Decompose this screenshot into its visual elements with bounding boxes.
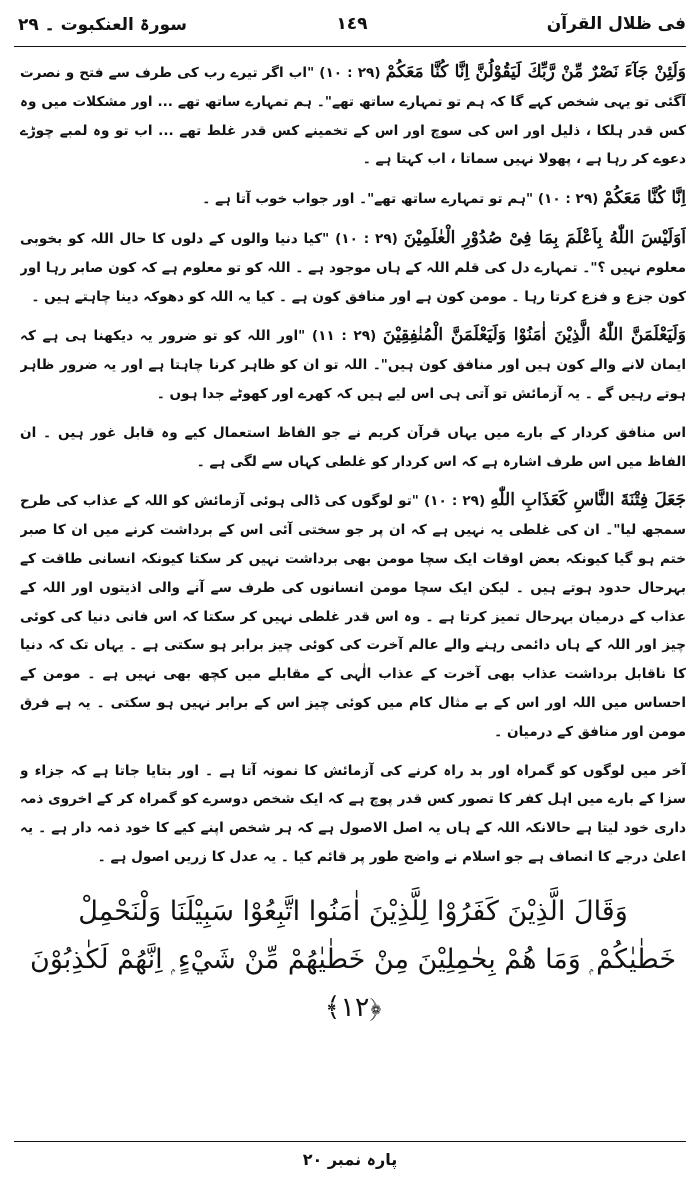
commentary-text: "اور اللہ کو تو ضرور یہ دیکھنا ہی ہے کہ ایمان لانے والے کون ہیں اور منافق کون ہیں"۔ اللہ تو ان کو ظاہر کرنا چاہتا ہے اور یہ ضرور ظاہر ہوتے رہیں گے ۔ یہ آزمائش تو آتی ہی اس لیے ہیں کہ کھرے اور کھوٹے جدا ہوں ۔	[20, 328, 686, 402]
surah-title: سورۃ العنکبوت ۔ ٢٩	[18, 15, 187, 35]
footer-divider	[14, 1141, 686, 1142]
paragraph-6	[20, 486, 686, 746]
closing-verse-line-2: خَطٰيٰكُمْ ۭ وَمَا هُمْ بِحٰمِلِيْنَ مِنْ خَطٰيٰهُمْ مِّنْ شَيْءٍ ۭ اِنَّهُمْ لَكٰذِبُوْنَ ﴿١٢﴾	[29, 943, 677, 1023]
quran-verse: اَوَلَيْسَ اللّٰهُ بِاَعْلَمَ بِمَا فِىْ صُدُوْرِ الْعٰلَمِيْنَ	[403, 227, 686, 248]
book-title: فی ظلال القرآن	[546, 14, 686, 34]
quran-verse: وَلَئِنْ جَآءَ نَصْرٌ مِّنْ رَّبِّكَ لَيَقُوْلُنَّ اِنَّا كُنَّا مَعَكُمْ	[385, 62, 686, 82]
page-number: ١٤٩	[336, 14, 368, 34]
verse-reference: (٢٩ : ١٠)	[423, 493, 486, 510]
commentary-text: "اب اگر تیرے رب کی طرف سے فتح و نصرت آگئی تو یہی شخص کہے گا کہ ہم تو تمہارے ساتھ تھے"۔ ہم تمہارے ساتھ تھے ... اور مشکلات میں وہ کس قدر ہلکا ، ذلیل اور اس کی سوچ اور اس کے تخمینے کس قدر غلط تھے ... اب تو وہ لمبے چوڑے دعوے کر رہا ہے ، پھولا نہیں سماتا ، اب کہتا ہے ۔	[20, 65, 686, 168]
closing-verse	[20, 888, 686, 1032]
quran-verse: وَلَيَعْلَمَنَّ اللّٰهُ الَّذِيْنَ اٰمَنُوْا وَلَيَعْلَمَنَّ الْمُنٰفِقِيْنَ	[382, 325, 686, 346]
verse-reference: (٢٩ : ١٠)	[537, 191, 599, 208]
paragraph-1	[20, 58, 686, 174]
page-header	[18, 14, 686, 42]
quran-verse: اِنَّا كُنَّا مَعَكُمْ	[603, 188, 686, 209]
page-body	[20, 58, 686, 1136]
quran-verse: جَعَلَ فِتْنَةَ النَّاسِ كَعَذَابِ اللّٰهِ	[490, 490, 686, 511]
commentary-text: "تو لوگوں کی ڈالی ہوئی آزمائش کو اللہ کے عذاب کی طرح سمجھ لیا"۔ ان کی غلطی یہ نہیں ہے کہ ان پر جو سختی آئی اس کے برداشت کرنے میں ان کا صبر ختم ہو گیا کیونکہ بعض اوقات ایک سچا مومن بھی برداشت نہیں کر سکتا کیونکہ انسانی طاقت کے بہرحال حدود ہوتے ہیں ۔ لیکن ایک سچا مومن انسانوں کی طرف سے آنے والی اذیتوں اور اللہ کے عذاب کے درمیان بہرحال تمیز کرتا ہے ۔ وہ اس قدر غلطی نہیں کر سکتا کہ اس فانی دنیا کی کوئی چیز اور اللہ کے ہاں دائمی رہنے والے عالم آخرت کی کوئی چیز برابر ہو سکتی ہے ۔ یہاں تک کہ دنیا کا ناقابل برداشت عذاب بھی آخرت کے عذاب الٰہی کے مقابلے میں کچھ بھی نہیں ہے ۔ مومن کے احساس میں اللہ اور اس کے بے مثال کام میں کوئی چیز اس کے برابر نہیں ہو سکتی ۔ یہ ہے فرق مومن اور منافق کے درمیان ۔	[20, 493, 686, 740]
verse-reference: (٢٩ : ١٠)	[335, 230, 398, 247]
commentary-text: آخر میں لوگوں کو گمراہ اور بد راہ کرنے کی آزمائش کا نمونہ آتا ہے ۔ اور بتایا جاتا ہے کہ جزاء و سزا کے بارے میں اہل کفر کا تصور کس قدر پوچ ہے کہ ایک شخص دوسرے کو گمراہ کر کے اخروی ذمہ داری خود لیتا ہے حالانکہ اللہ کے ہاں یہ اصل الاصول ہے کہ ہر شخص اپنے کیے کا خود ذمہ دار ہے ۔ یہ اعلیٰ درجے کا انصاف ہے جو اسلام نے واضح طور پر قائم کیا ۔ یہ عدل کا زریں اصول ہے ۔	[20, 762, 686, 865]
para-number: پارہ نمبر ٢٠	[302, 1150, 398, 1169]
commentary-text: اس منافق کردار کے بارے میں یہاں قرآن کریم نے جو الفاظ استعمال کیے وہ قابل غور ہیں ۔ ان الفاظ میں اس طرف اشارہ ہے کہ اس کردار کو غلطی کہاں سے لگی ہے ۔	[20, 424, 686, 470]
commentary-text: "ہم تو تمہارے ساتھ تھے"۔ اور جواب خوب آتا ہے ۔	[202, 191, 534, 208]
paragraph-2	[20, 184, 686, 214]
paragraph-4	[20, 321, 686, 408]
closing-verse-line-1: وَقَالَ الَّذِيْنَ كَفَرُوْا لِلَّذِيْنَ اٰمَنُوا اتَّبِعُوْا سَبِيْلَنَا وَلْنَحْمِلْ	[78, 895, 628, 927]
paragraph-7	[20, 757, 686, 872]
verse-reference: (٢٩ : ١٠)	[319, 65, 381, 81]
paragraph-5	[20, 419, 686, 477]
header-divider	[14, 46, 686, 47]
verse-reference: (٢٩ : ١١)	[311, 328, 377, 345]
commentary-text: "کیا دنیا والوں کے دلوں کا حال اللہ کو بخوبی معلوم نہیں ؟"۔ تمہارے دل کی قلم اللہ کے ہاں موجود ہے ۔ اللہ کو تو معلوم ہے کہ کون صابر رہا اور کون جزع و فزع کرتا رہا ۔ مومن کون ہے اور منافق کون ہے ۔ کیا یہ اللہ کو دھوکہ دینا چاہتے ہیں ۔	[20, 230, 686, 305]
paragraph-3	[20, 224, 686, 311]
